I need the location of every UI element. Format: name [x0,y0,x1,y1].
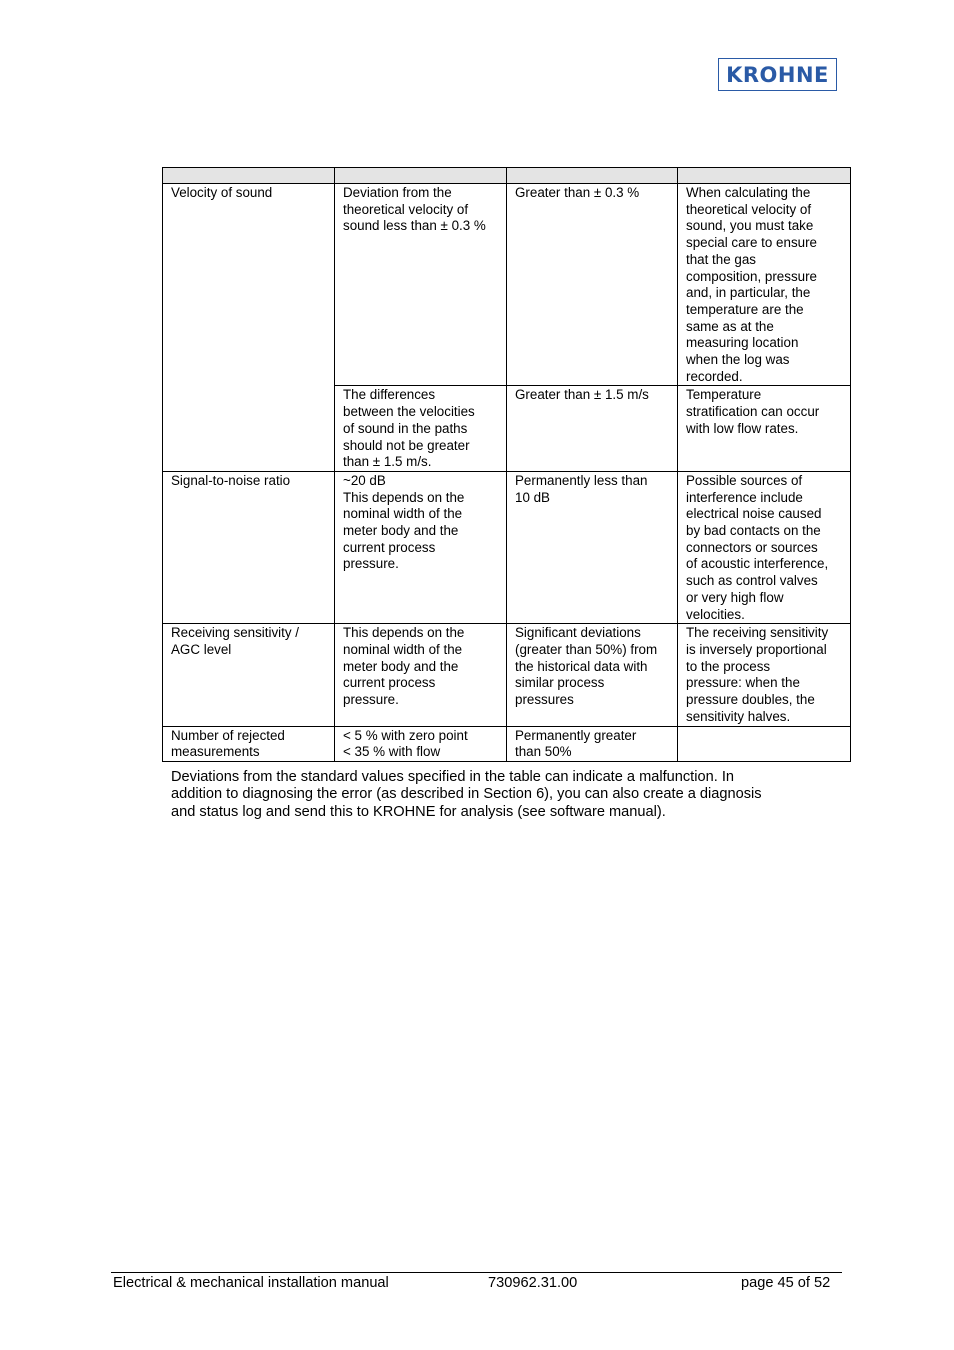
standard-value-cell: The differences between the velocities of sound in the paths should not be greater than ± 1.5 m/s. [335,386,507,472]
remarks-cell: When calculating the theoretical velocity of sound, you must take special care to ensure that the gas composition, pressure and, in particular, the temperature are the same as at the measuring location when the log was recorded. [678,184,851,386]
footer-divider [111,1272,842,1273]
critical-value-cell: Permanently greater than 50% [507,726,678,761]
remarks-cell: The receiving sensitivity is inversely proportional to the process pressure: when the pressure doubles, the sensitivity halves. [678,624,851,726]
footer-page-number: page 45 of 52 [741,1275,831,1291]
table-row [163,471,851,623]
table-header-row [163,168,851,184]
parameter-cell: Signal-to-noise ratio [163,471,335,623]
parameter-cell: Number of rejected measurements [163,726,335,761]
logo-text: KROHNE [726,62,829,87]
header-cell [678,168,851,184]
parameter-cell: Velocity of sound [163,184,335,386]
remarks-cell [678,726,851,761]
parameter-cell [163,386,335,472]
critical-value-cell: Permanently less than 10 dB [507,471,678,623]
critical-value-cell: Greater than ± 1.5 m/s [507,386,678,472]
standard-value-cell: ~20 dB This depends on the nominal width of the meter body and the current process pressure. [335,471,507,623]
table-row [163,386,851,472]
diagnostic-values-table [162,167,851,762]
table-row [163,184,851,386]
critical-value-cell: Greater than ± 0.3 % [507,184,678,386]
parameter-cell: Receiving sensitivity / AGC level [163,624,335,726]
table-row [163,726,851,761]
remarks-cell: Possible sources of interference include electrical noise caused by bad contacts on the connectors or sources of acoustic interference, such as control valves or very high flow velocities. [678,471,851,623]
standard-value-cell: < 5 % with zero point < 35 % with flow [335,726,507,761]
critical-value-cell: Significant deviations (greater than 50%) from the historical data with similar process pressures [507,624,678,726]
remarks-cell: Temperature stratification can occur with low flow rates. [678,386,851,472]
footer-document-number: 730962.31.00 [488,1275,578,1291]
table-row [163,624,851,726]
body-paragraph: Deviations from the standard values specified in the table can indicate a malfunction. In addition to diagnosing the error (as described in Section 6), you can also create a diagnosis and status log and send this to KROHNE for analysis (see software manual). [171,769,762,820]
footer-manual-title: Electrical & mechanical installation manual [113,1275,389,1291]
standard-value-cell: This depends on the nominal width of the meter body and the current process pressure. [335,624,507,726]
header-cell [163,168,335,184]
standard-value-cell: Deviation from the theoretical velocity of sound less than ± 0.3 % [335,184,507,386]
krohne-logo [718,58,837,91]
header-cell [335,168,507,184]
header-cell [507,168,678,184]
